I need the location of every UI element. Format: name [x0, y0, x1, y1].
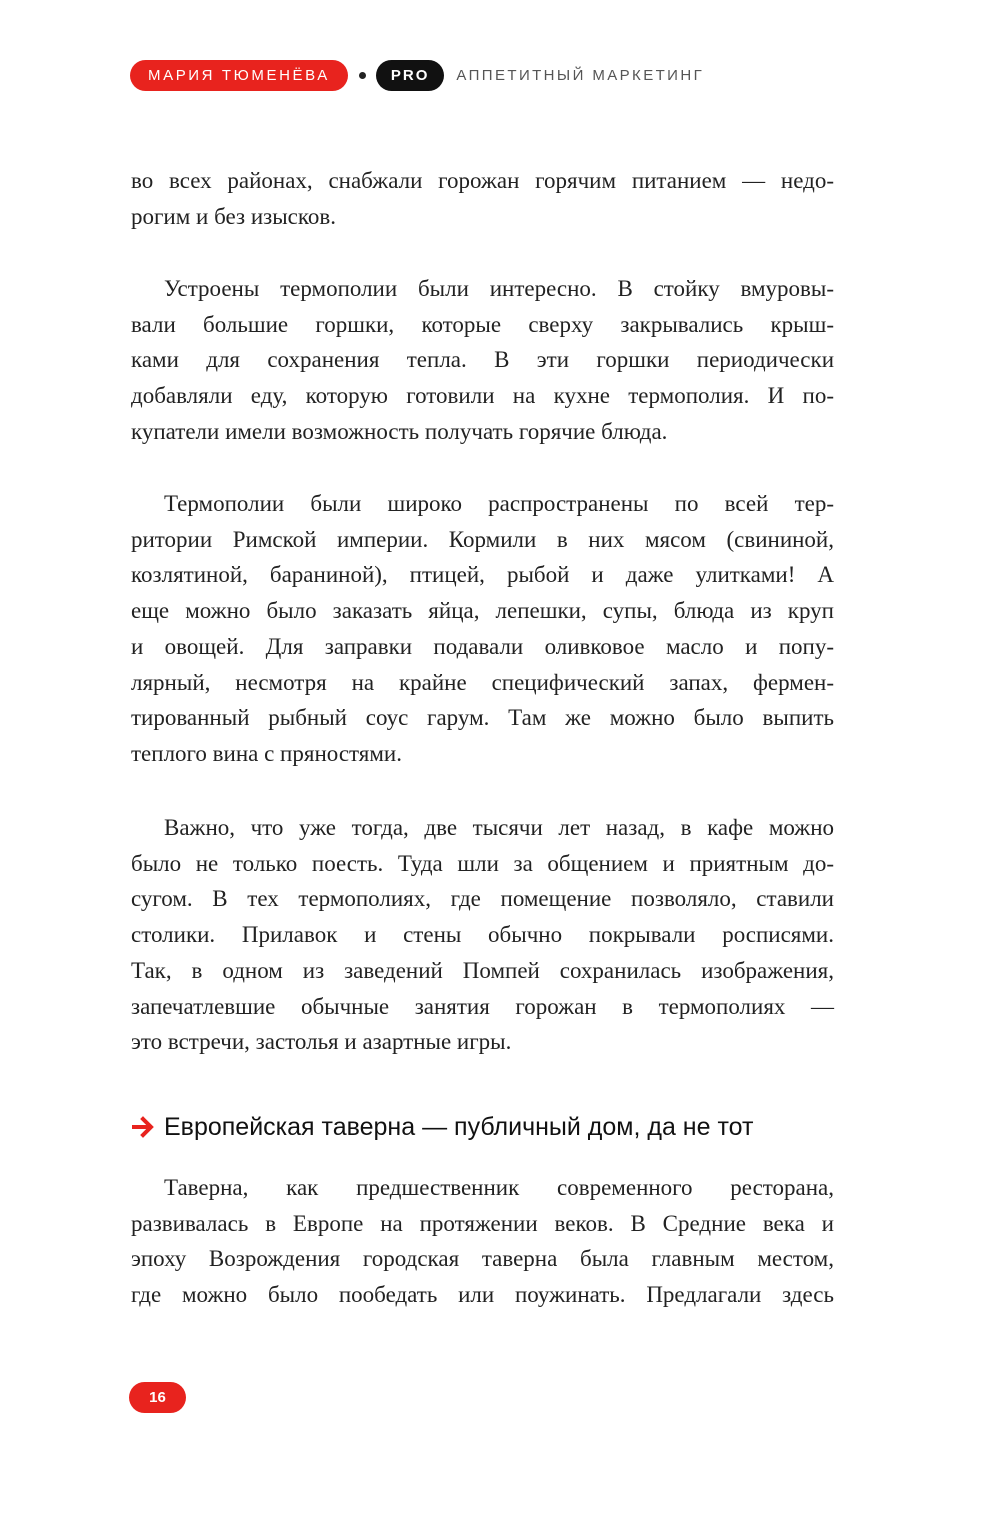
- text-line: лярный, несмотря на крайне специфический запах, фермен-: [131, 669, 834, 695]
- text-line: тированный рыбный соус гарум. Там же можно было выпить: [131, 705, 834, 731]
- text-line: ритории Римской империи. Кормили в них мясом (свининой,: [131, 526, 834, 552]
- text-line: козлятиной, бараниной), птицей, рыбой и даже улитками! А: [131, 562, 834, 588]
- text-line: столики. Прилавок и стены обычно покрывали росписями.: [131, 922, 834, 948]
- text-line: вали большие горшки, которые сверху закрывались крыш-: [131, 311, 834, 337]
- separator-dot-icon: [359, 72, 366, 79]
- text-line: купатели имели возможность получать горячие блюда.: [131, 418, 668, 444]
- text-line: это встречи, застолья и азартные игры.: [131, 1029, 512, 1055]
- text-line: ками для сохранения тепла. В эти горшки периодически: [131, 347, 834, 373]
- text-line: рогим и без изысков.: [131, 203, 337, 229]
- paragraph-thermopolium-menu: [131, 486, 834, 772]
- text-line: и овощей. Для заправки подавали оливковое масло и попу-: [131, 633, 834, 659]
- text-line: Так, в одном из заведений Помпей сохранилась изображения,: [131, 957, 834, 983]
- page-number-badge: 16: [129, 1382, 186, 1413]
- text-line: развивалась в Европе на протяжении веков. В Средние века и: [131, 1210, 834, 1236]
- chevron-right-icon: [130, 1114, 156, 1140]
- section-heading: [130, 1109, 753, 1145]
- text-line: запечатлевшие обычные занятия горожан в термополиях —: [131, 993, 834, 1019]
- text-line: где можно было пообедать или поужинать. Предлагали здесь: [131, 1282, 834, 1308]
- text-line: эпоху Возрождения городская таверна была главным местом,: [131, 1246, 834, 1272]
- text-line: Важно, что уже тогда, две тысячи лет назад, в кафе можно: [164, 815, 834, 840]
- section-heading-text: Европейская таверна — публичный дом, да не тот: [164, 1112, 754, 1141]
- text-line: во всех районах, снабжали горожан горячим питанием — недо-: [131, 168, 834, 193]
- text-line: добавляли еду, которую готовили на кухне термополия. И по-: [131, 383, 834, 409]
- paragraph-thermopolium-structure: [131, 271, 834, 450]
- paragraph-thermopolium-social: [131, 810, 834, 1060]
- text-line: Термополии были широко распространены по всей тер-: [164, 491, 834, 516]
- paragraph-european-tavern: [131, 1170, 834, 1313]
- text-line: Устроены термополии были интересно. В стойку вмуровы-: [164, 276, 834, 301]
- paragraph-continuation: [131, 163, 834, 234]
- text-line: было не только поесть. Туда шли за общением и приятным до-: [131, 850, 834, 876]
- text-line: сугом. В тех термополиях, где помещение позволяло, ставили: [131, 886, 834, 912]
- text-line: Таверна, как предшественник современного ресторана,: [164, 1175, 834, 1200]
- series-title: АППЕТИТНЫЙ МАРКЕТИНГ: [456, 67, 705, 84]
- pro-badge: PRO: [376, 60, 445, 91]
- text-line: еще можно было заказать яйца, лепешки, супы, блюда из круп: [131, 598, 834, 624]
- author-badge: МАРИЯ ТЮМЕНЁВА: [130, 60, 348, 91]
- text-line: теплого вина с пряностями.: [131, 740, 402, 766]
- running-header: [130, 60, 704, 91]
